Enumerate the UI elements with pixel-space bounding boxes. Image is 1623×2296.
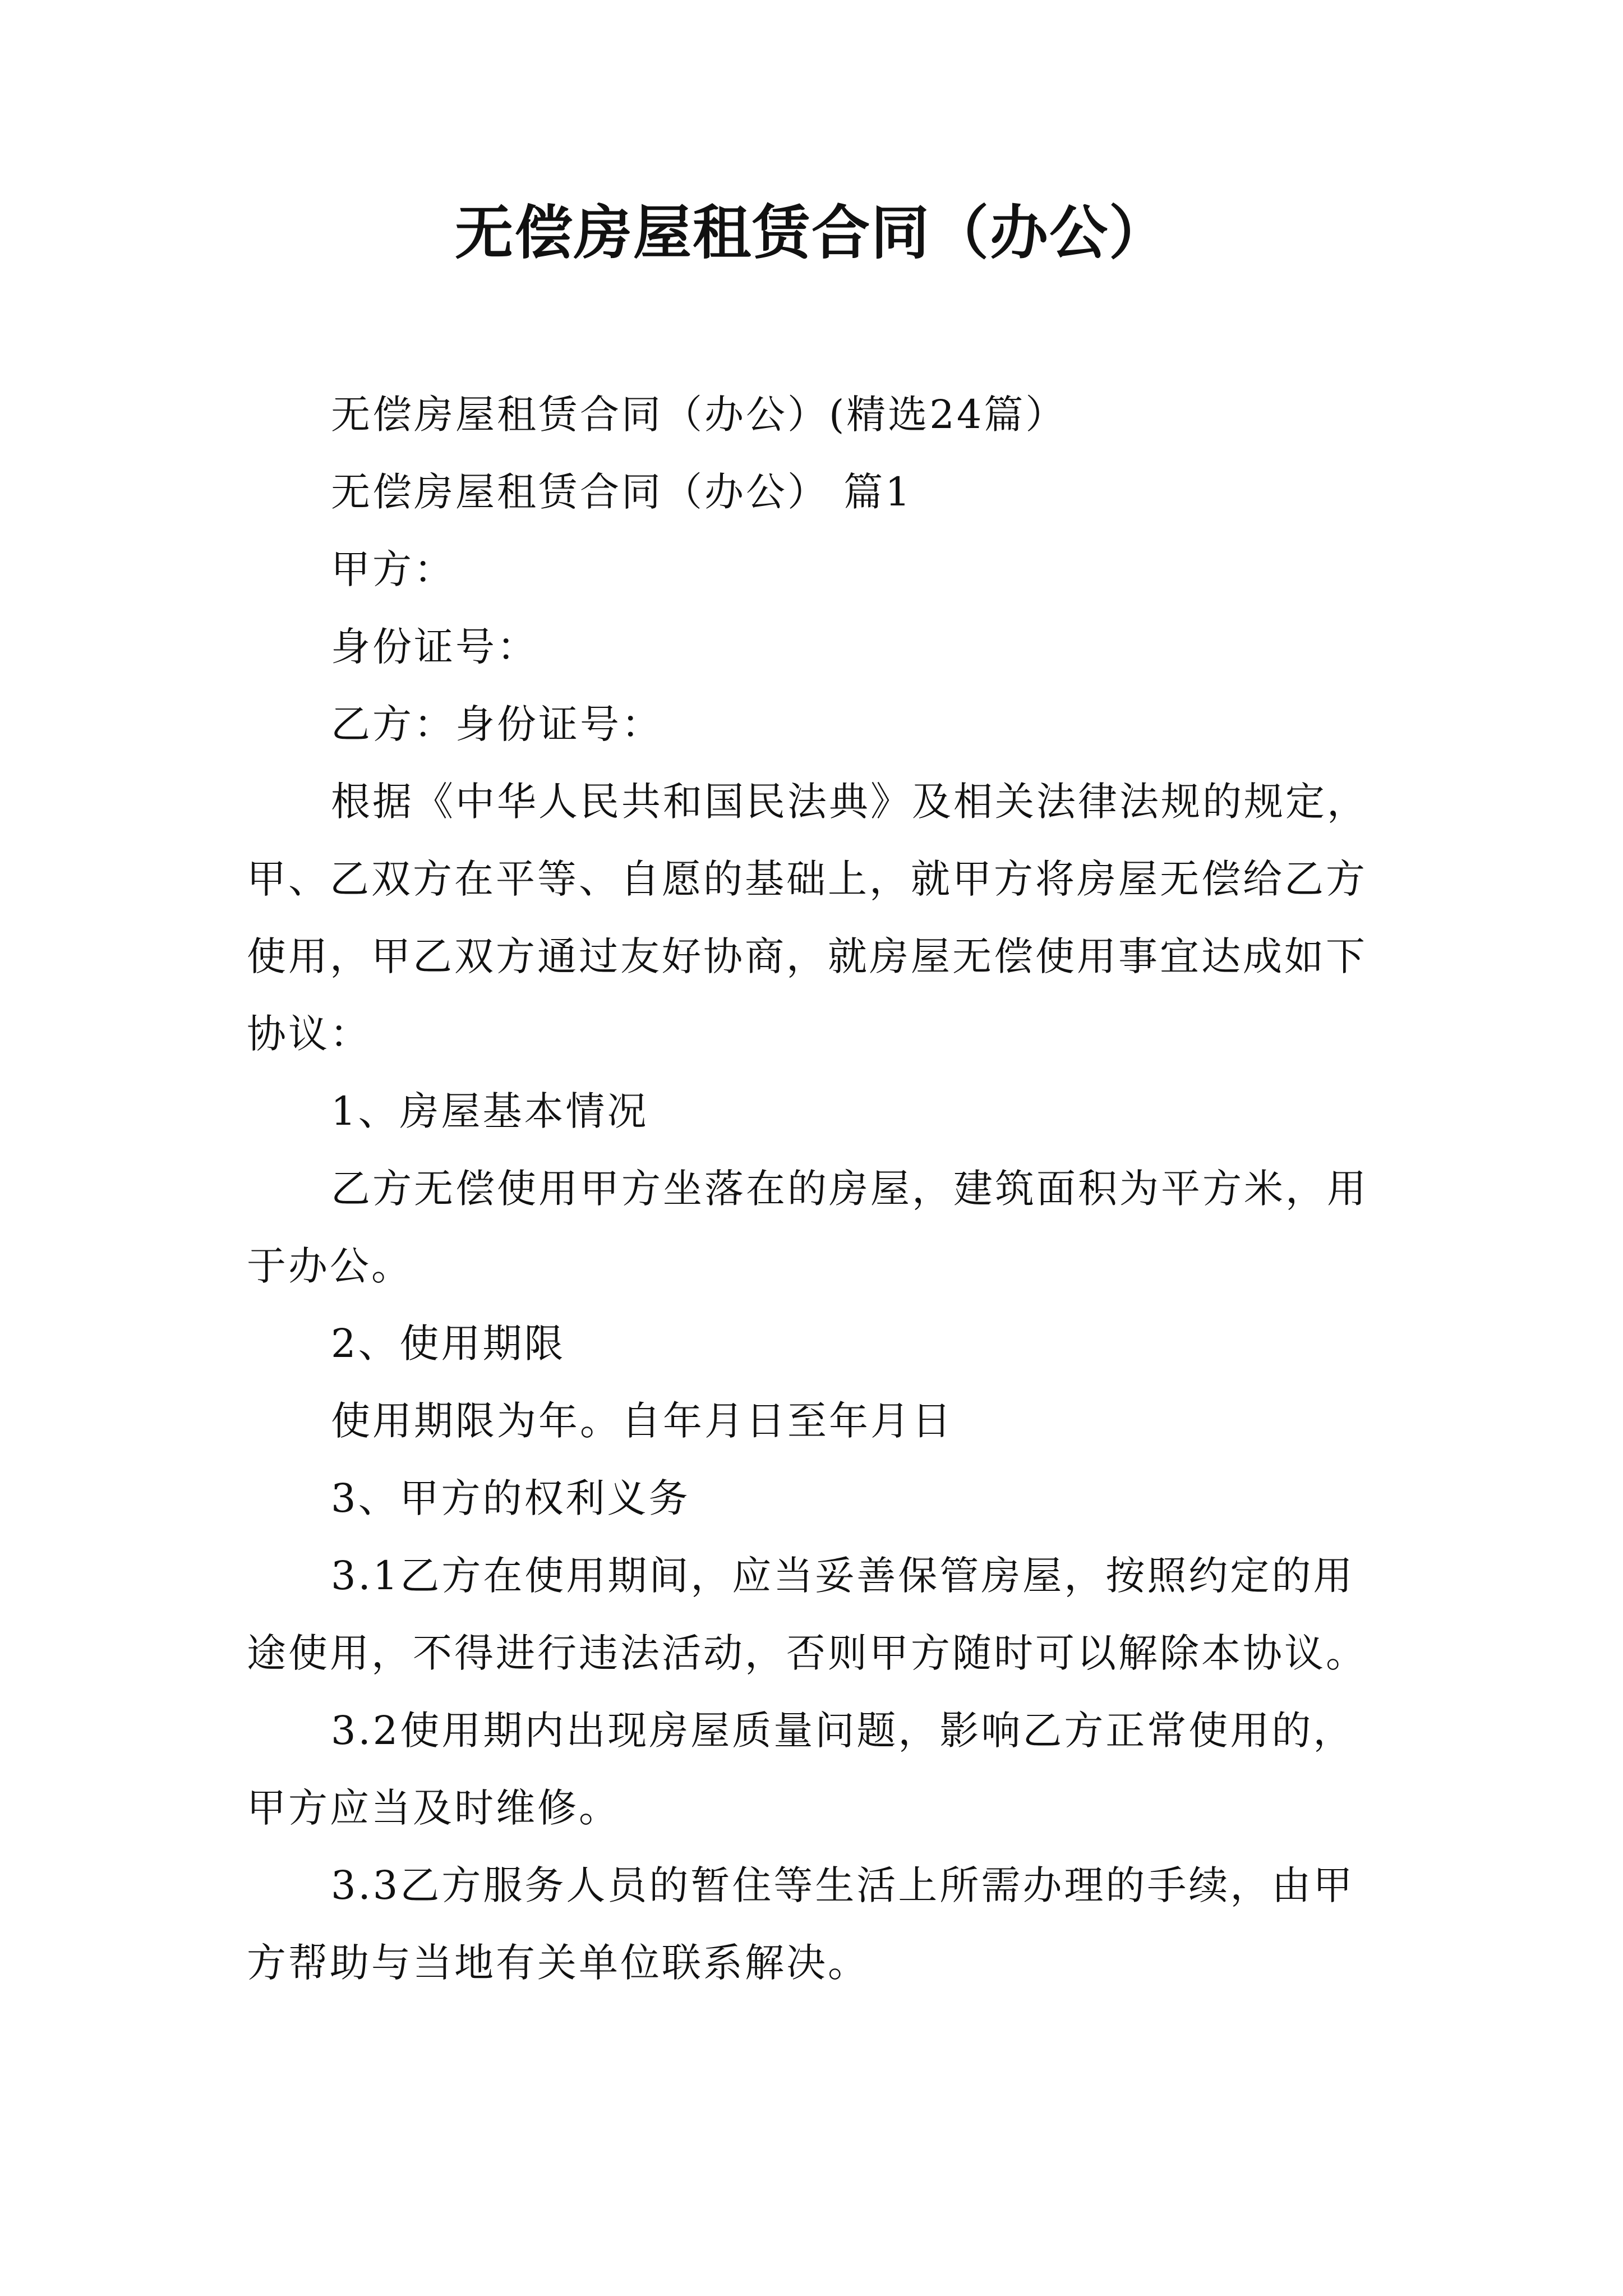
paragraph-party-b: 乙方：身份证号： <box>331 701 663 747</box>
paragraph-clause-1-body: 乙方无偿使用甲方坐落在的房屋，建筑面积为平方米，用于办公。 <box>247 1166 1368 1289</box>
paragraph-clause-3-1: 3.1乙方在使用期间，应当妥善保管房屋，按照约定的用途使用，不得进行违法活动，否则甲方随时可以解除本协议。 <box>247 1553 1367 1676</box>
paragraph-clause-3-3: 3.3乙方服务人员的暂住等生活上所需办理的手续，由甲方帮助与当地有关单位联系解决。 <box>247 1862 1355 1986</box>
paragraph-preamble: 根据《中华人民共和国民法典》及相关法律法规的规定，甲、乙双方在平等、自愿的基础上，就甲方将房屋无偿给乙方使用，甲乙双方通过友好协商，就房屋无偿使用事宜达成如下协议： <box>247 779 1368 1057</box>
paragraph-subtitle: 无偿房屋租赁合同（办公）(精选24篇） <box>331 392 1067 438</box>
paragraph-party-a: 甲方： <box>331 546 455 592</box>
paragraph-clause-3-2: 3.2使用期内出现房屋质量问题，影响乙方正常使用的，甲方应当及时维修。 <box>247 1708 1355 1831</box>
paragraph-clause-2-body: 使用期限为年。自年月日至年月日 <box>331 1398 953 1444</box>
document-body <box>247 376 1380 2001</box>
paragraph-id-number: 身份证号： <box>331 624 538 670</box>
paragraph-section-heading: 无偿房屋租赁合同（办公） 篇1 <box>331 469 912 515</box>
document-title: 无偿房屋租赁合同（办公） <box>454 198 1168 267</box>
paragraph-clause-3-heading: 3、甲方的权利义务 <box>331 1475 690 1521</box>
paragraph-clause-1-heading: 1、房屋基本情况 <box>331 1088 649 1134</box>
paragraph-clause-2-heading: 2、使用期限 <box>331 1320 566 1366</box>
